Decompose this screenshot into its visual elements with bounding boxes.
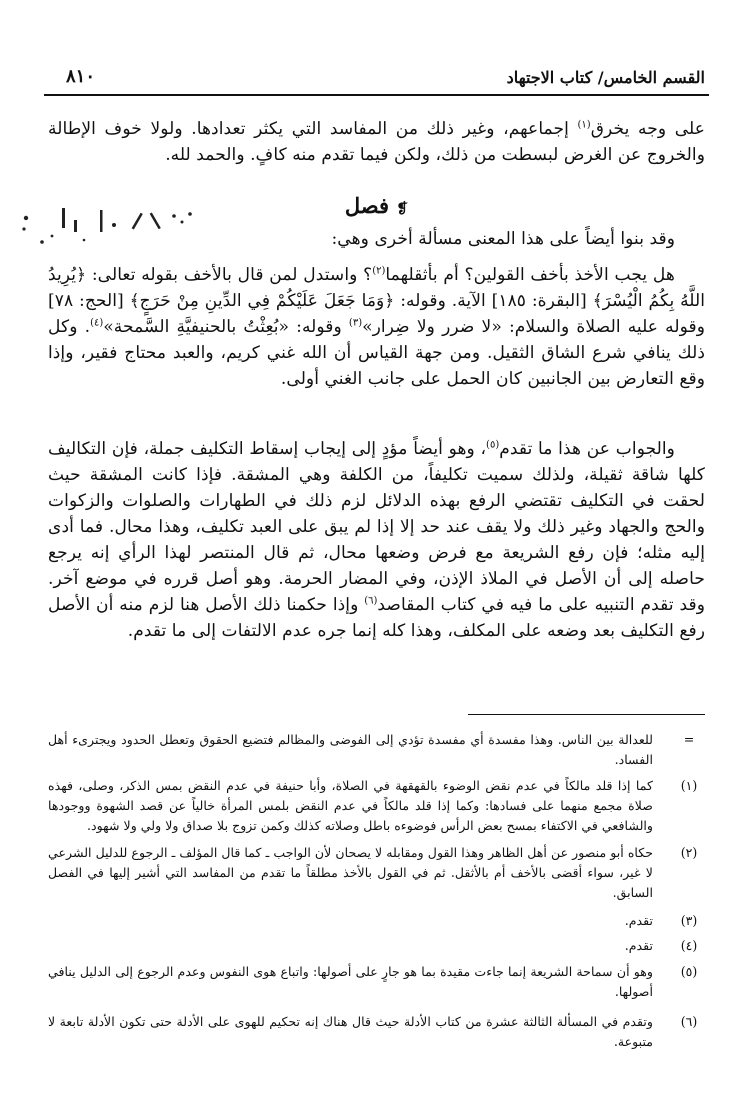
- footnote-text: تقدم.: [624, 913, 653, 928]
- paragraph-4-text-a: والجواب عن هذا ما تقدم: [499, 439, 675, 459]
- paragraph-4-text-c: وإذا حكمنا ذلك الأصل هنا لزم منه أن الأصل رفع التكليف بعد وضعه على المكلف، وهذا كله إنما جره عدم الالتفات إلى ما تقدم.: [48, 595, 705, 641]
- paragraph-1: [48, 116, 705, 168]
- footnote-continued: [48, 730, 705, 770]
- paragraph-3-text-a: هل يجب الأخذ بأخف القولين؟ أم بأثقلهما: [385, 265, 675, 285]
- heading-mark: ❡: [396, 201, 409, 217]
- footnote-2: [48, 843, 705, 903]
- header-rule: [44, 94, 709, 96]
- page-number: ٨١٠: [66, 66, 96, 87]
- footnote-text: وتقدم في المسألة الثالثة عشرة من كتاب الأدلة حيث قال هناك إنه تحكيم للهوى على الأدلة حتى تكون الأدلة تابعة لا متبوعة.: [48, 1014, 653, 1049]
- paragraph-4-text-b: ، وهو أيضاً مؤدٍ إلى إيجاب إسقاط التكليف جملة، فإن التكاليف كلها شاقة ثقيلة، ولذلك سميت تكليفاً، من الكلفة وهي المشقة. فإذا كانت المشقة حيث لحقت في التكليف تقتضي الرفع بهذه الدلائل لزم ذلك في الطهارات والصلوات والزكوات والحج والجهاد وغير ذلك ولا يقف عند حد إلا إذا لم يبق على العبد تكليف، وهذا محال. فما أدى إليه مثله؛ فإن رفع الشريعة مع فرض وضعها محال، ثم قال المنتصر لهذا الرأي إنه يرجع حاصله إلى أن الأصل في الملاذ الإذن، وفي المضار الحرمة. وهو أصل قرره في موضع آخر. وقد تقدم التنبيه على ما فيه في كتاب المقاصد: [48, 439, 705, 615]
- footnote-text: حكاه أبو منصور عن أهل الظاهر وهذا القول ومقابله لا يصحان لأن الواجب ـ كما قال المؤلف ـ الرجوع للدليل الشرعي لا غير، سواء أقضى بالأخف أم بالأثقل. ثم في القول بالأخذ مطلقاً ما تقدم من المفاسد التي أشير إليها في الفصل السابق.: [48, 845, 653, 900]
- footnote-text: للعدالة بين الناس. وهذا مفسدة أي مفسدة تؤدي إلى الفوضى والمظالم فتضيع الحقوق وتعطل الحدود ويجترىء أهل الفساد.: [48, 732, 653, 767]
- section-heading-text: فصل: [344, 193, 390, 218]
- footnote-number: (٢): [680, 845, 698, 860]
- paragraph-3-text-c: وقوله: «بُعِثْتُ بالحنيفيَّةِ السَّمحة»: [103, 317, 349, 337]
- footnote-ref-1: (١): [577, 119, 591, 131]
- footnote-text: وهو أن سماحة الشريعة إنما جاءت مقيدة بما هو جارٍ على أصولها: واتباع هوى النفوس وعدم الرجوع إلى الدليل ينافي أصولها.: [48, 964, 653, 999]
- footnote-4: [48, 936, 705, 956]
- paragraph-3-text-b: ؟ واستدل لمن قال بالأخف بقوله تعالى: ﴿يُرِيدُ اللَّهُ بِكُمُ الْيُسْرَ﴾ [البقرة: ١٨٥] الآية. وقوله: ﴿وَمَا جَعَلَ عَلَيْكُمْ فِي الدِّينِ مِنْ حَرَجٍ﴾ [الحج: ٧٨] وقوله عليه الصلاة والسلام: «لا ضرر ولا ضِرار»: [48, 265, 706, 337]
- footnote-number: =: [683, 732, 695, 747]
- footnote-ref-2: (٢): [372, 265, 386, 277]
- footnote-ref-6: (٦): [364, 595, 378, 607]
- footnote-number: (٦): [680, 1014, 698, 1029]
- paragraph-1-text-b: إجماعهم، وغير ذلك من المفاسد التي يكثر تعدادها. ولولا خوف الإطالة والخروج عن الغرض لبسطت من ذلك، ولكن فيما تقدم منه كافٍ. والحمد لله.: [48, 119, 705, 165]
- footnote-number: (٥): [680, 964, 698, 979]
- footnote-separator: [468, 714, 705, 715]
- footnote-ref-5: (٥): [486, 439, 500, 451]
- footnote-text: تقدم.: [624, 938, 653, 953]
- footnote-number: (١): [680, 778, 698, 793]
- footnote-number: (٤): [680, 938, 698, 953]
- footnote-number: (٣): [680, 913, 698, 928]
- footnote-5: [48, 962, 705, 1002]
- footnote-ref-4: (٤): [90, 317, 104, 329]
- paragraph-2: وقد بنوا أيضاً على هذا المعنى مسألة أخرى وهي:: [331, 229, 675, 249]
- footnote-1: [48, 776, 705, 836]
- paragraph-3-text-d: . وكل ذلك ينافي شرع الشاق الثقيل. ومن جهة القياس أن الله غني كريم، والعبد محتاج فقير، وإذا وقع التعارض بين الجانبين كان الحمل على جانب الغني أولى.: [48, 317, 705, 389]
- running-header-title: القسم الخامس/ كتاب الاجتهاد: [506, 68, 705, 87]
- footnote-ref-3: (٣): [348, 317, 363, 329]
- footnote-6: [48, 1012, 705, 1052]
- section-heading: [0, 193, 753, 218]
- paragraph-1-text-a: على وجه يخرق: [590, 119, 705, 139]
- footnote-text: كما إذا قلد مالكاً في عدم نقض الوضوء بالقهقهة في الصلاة، وأبا حنيفة في عدم النقض بمس الذكر، وصلى، فهذه صلاة مجمع منهما على فسادها: وكما إذا قلد مالكاً في عدم النقض بلمس المرأة خالياً عن قصد الشهوة ووجودها والشافعي في الاكتفاء بمسح بعض الرأس فوضوءه باطل وصلاته كذلك وكمن تزوج بلا صداق ولا ولي ولا شهود.: [48, 778, 653, 833]
- paragraph-4: [48, 436, 705, 644]
- footnote-3: [48, 911, 705, 931]
- paragraph-3: [48, 262, 705, 392]
